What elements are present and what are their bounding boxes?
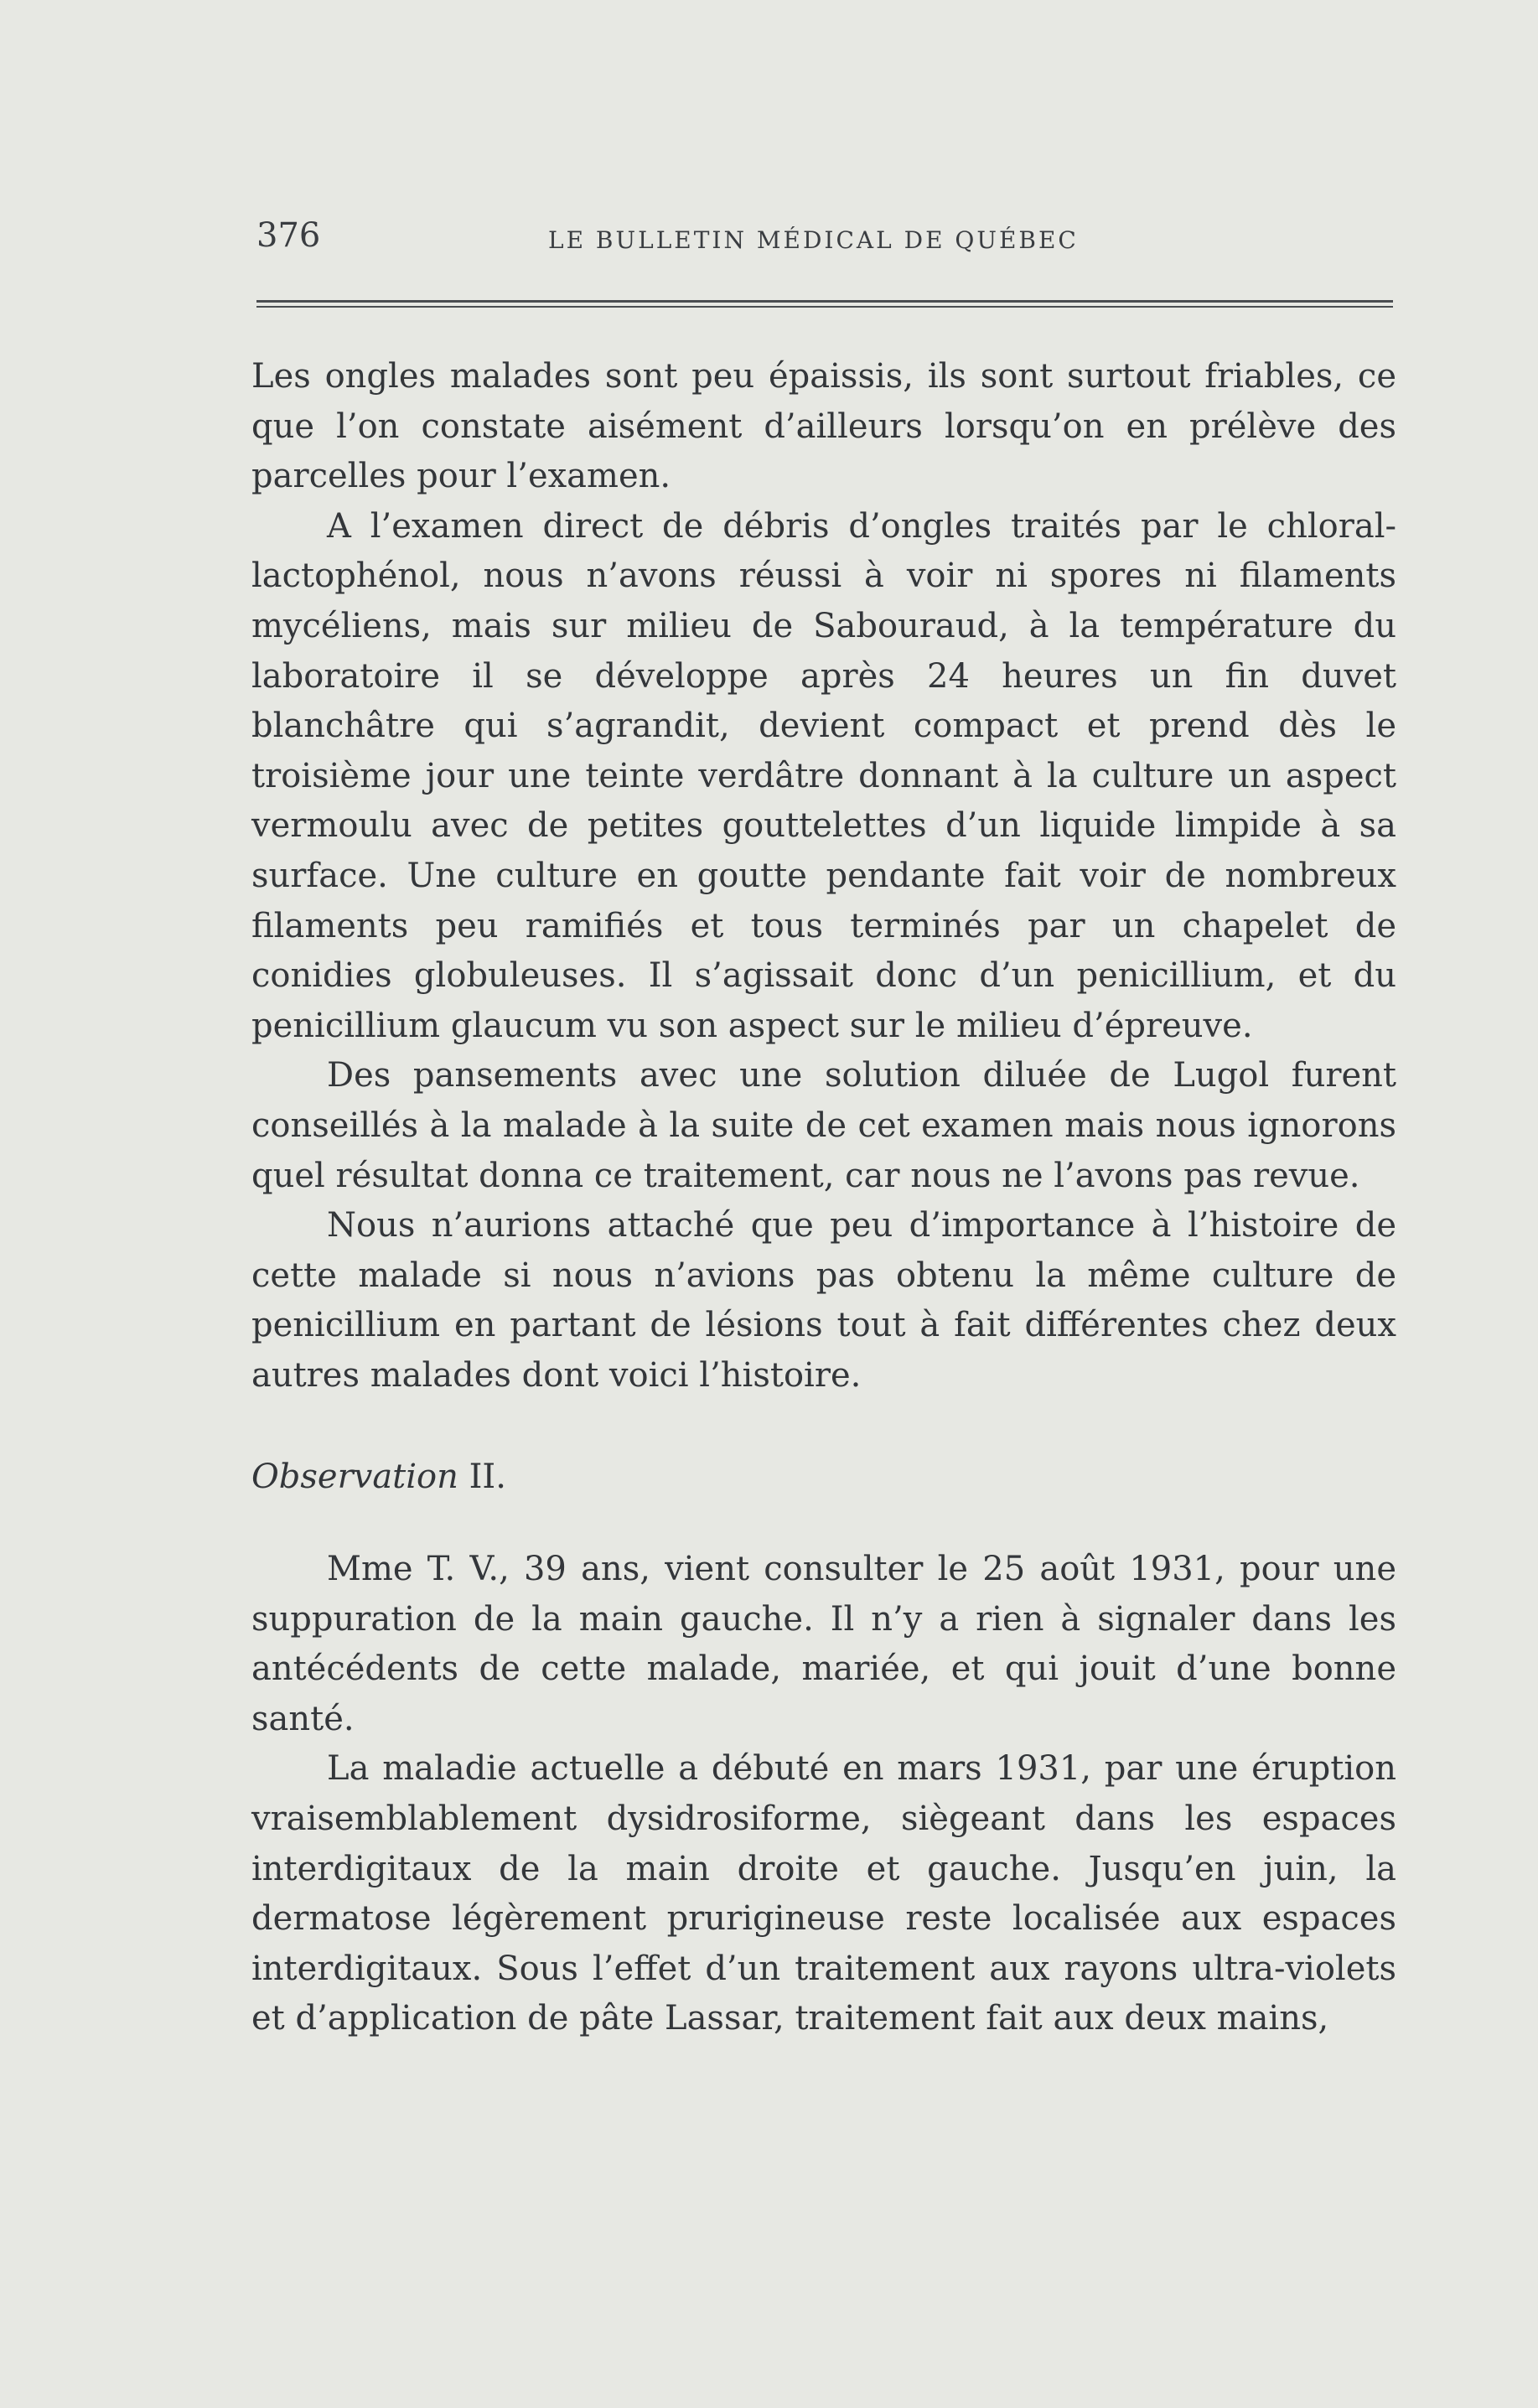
page-header [256,216,1393,267]
body-text [251,352,1396,2044]
page-number: 376 [256,216,321,255]
observation-heading [251,1453,1396,1503]
paragraph-6: La maladie actuelle a débuté en mars 1931, par une éruption vraisemblablement dysidrosiforme, siègeant dans les espaces interdigitaux de la main droite et gauche. Jusqu’en juin, la dermatose légèrement prurigineuse reste localisée aux espaces interdigitaux. Sous l’effet d’un traitement aux rayons ultra-violets et d’application de pâte Lassar, traitement fait aux deux mains, [251,1749,1396,2038]
paragraph-4: Nous n’aurions attaché que peu d’importance à l’histoire de cette malade si nous n’avions pas obtenu la même culture de penicillium en partant de lésions tout à fait différentes chez deux autres malades dont voici l’histoire. [251,1206,1396,1395]
paragraph-5: Mme T. V., 39 ans, vient consulter le 25 août 1931, pour une suppuration de la main gauche. Il n’y a rien à signaler dans les antécédents de cette malade, mariée, et qui jouit d’une bonne santé. [251,1550,1396,1738]
paragraph-2: A l’examen direct de débris d’ongles traités par le chloral-lactophénol, nous n’avons réussi à voir ni spores ni filaments mycéliens, mais sur milieu de Sabouraud, à la température du laboratoire il se développe après 24 heures un fin duvet blanchâtre qui s’agrandit, devient compact et prend dès le troisième jour une teinte verdâtre donnant à la culture un aspect vermoulu avec de petites gouttelettes d’un liquide limpide à sa surface. Une culture en goutte pendante fait voir de nombreux filaments peu ramifiés et tous terminés par un chapelet de conidies globuleuses. Il s’agissait donc d’un penicillium, et du penicillium glaucum vu son aspect sur le milieu d’épreuve. [251,506,1396,1045]
running-title: LE BULLETIN MÉDICAL DE QUÉBEC [548,226,1079,254]
heading-gap [251,1503,1396,1545]
header-rule [256,300,1393,308]
section-gap [251,1401,1396,1453]
paragraph-1: Les ongles malades sont peu épaissis, ils sont surtout friables, ce que l’on constate aisément d’ailleurs lorsqu’on en prélève des parcelles pour l’examen. [251,357,1396,496]
paragraph-3: Des pansements avec une solution diluée de Lugol furent conseillés à la malade à la suite de cet examen mais nous ignorons quel résultat donna ce traitement, car nous ne l’avons pas revue. [251,1056,1396,1195]
observation-number: II. [469,1458,506,1497]
observation-label: Observation [251,1458,458,1497]
